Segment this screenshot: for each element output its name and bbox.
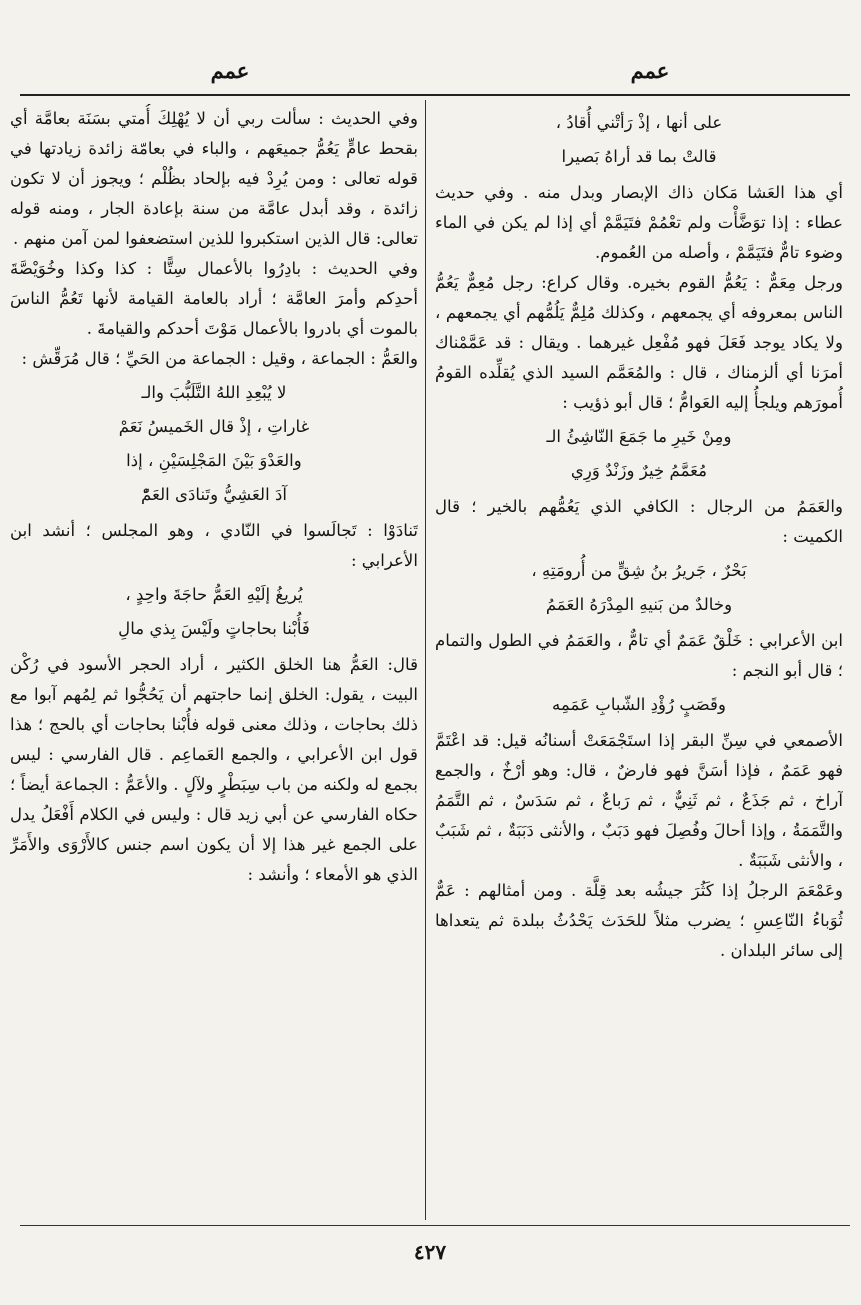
paragraph: تَنادَوْا : تَجالَسوا في النّادي ، وهو المجلس ؛ أنشد ابن الأعرابي : — [10, 521, 418, 570]
header-rule — [20, 94, 850, 96]
verse-block — [435, 420, 843, 488]
verse-line: وخالدٌ من بَنيهِ المِدْرَهُ العَمَمُ — [545, 595, 733, 614]
verse-block — [10, 376, 418, 512]
footer-rule — [20, 1225, 850, 1226]
paragraph: ابن الأعرابي : خَلْقٌ عَمَمٌ أي تامٌّ ، والعَمَمُ في الطول والتمام ؛ قال أبو النجم : — [435, 631, 843, 680]
paragraph: وفي الحديث : بادِرُوا بالأعمال سِتًّا : كذا وكذا وخُوَيْصَّةَ أحدِكم وأمرَ العامَّة ؛ أراد بالعامة القيامة لأنها تَعُمُّ الناسَ بالموت أي بادروا بالأعمال مَوْتَ أحدكم والقيامةَ . — [10, 259, 418, 338]
column-divider — [425, 100, 426, 1220]
verse-block — [435, 106, 843, 174]
right-column — [435, 104, 843, 1219]
running-head-left: عمم — [210, 58, 250, 83]
paragraph: أي هذا العَشا مَكان ذاك الإبصار وبدل منه . وفي حديث عطاء : إذا توَضَّأْت ولم تعْمُمْ فتَيَمَّمْ أي إذا لم يكن في الماء وضوء تامٌّ فتَيَمَّمْ ، وأصله من العُموم. — [435, 183, 843, 262]
paragraph: ورجل مِعَمٌّ : يَعُمُّ القوم بخيره. وقال كراع: رجل مُعِمٌّ يَعُمُّ الناس بمعروفه أي يجمعهم ، وكذلك مُلِمٌّ يَلُمُّهم أي يجمعهم ، ولا يكاد يوجد فَعَلَ فهو مُفْعِل غيرهما . ويقال : قد عَمَّمْناك أمرَنا أي ألزمناك ، قال : والمُعَمَّم السيد الذي يُقلِّده القومُ أُمورَهم ويلجأُ إليه العَوامُّ ؛ قال أبو ذؤيب : — [435, 273, 843, 412]
verse-line: قالتْ بما قد أراهُ بَصيرا — [561, 147, 717, 166]
verse-line: وقَصَبٍ رُؤْدِ الشّبابِ عَمَمِه — [551, 695, 726, 714]
verse-line: بَحْرٌ ، جَريرُ بنُ شِقٍّ من أُرومَتِهِ ، — [531, 561, 747, 580]
paragraph: وعَمْعَمَ الرجلُ إذا كَثُرَ جيشُه بعد قِلَّة . ومن أمثالهم : عَمٌّ ثُوَباءُ النّاعِسِ ؛ يضرب مثلاً للحَدَث يَحْدُثُ ببلدة ثم يتعداها إلى سائر البلدان . — [435, 881, 843, 960]
verse-line: والعَدْوَ بَيْنَ المَجْلِسَيْنِ ، إذا — [126, 451, 302, 470]
paragraph: وفي الحديث : سألت ربي أن لا يُهْلِكَ أُمتي بسَنَة بعامَّة أي بقحط عامٍّ يَعُمُّ جميعَهم ، والباء في بعامّة زائدة زيادتها في قوله تعالى : ومن يُرِدْ فيه بإلحاد بظُلْم ؛ ويجوز أن لا تكون زائدة ، وقد أبدل عامَّة من سنة بإعادة الجار ، ومنه قوله تعالى: قال الذين استكبروا للذين استضعفوا لمن آمن منهم . — [10, 109, 418, 248]
verse-line: على أنها ، إذْ رَأتْني أُقادُ ، — [555, 113, 723, 132]
paragraph: والعَمُّ : الجماعة ، وقيل : الجماعة من الحَيِّ ؛ قال مُرَقِّش : — [21, 349, 418, 368]
page-number: ٤٢٧ — [413, 1240, 447, 1264]
running-head-right: عمم — [630, 58, 670, 83]
paragraph: قال: العَمُّ هنا الخلق الكثير ، أراد الحجر الأسود في رُكْن البيت ، يقول: الخلق إنما حاجتهم أن يَحُجُّوا ثم لِمُهم آبوا مع ذلك بحاجات ، وذلك معنى قوله فأُبْنا بحاجات أي بالحج ؛ هذا قول ابن الأعرابي ، والجمع العَماعِم . قال الفارسي : ليس بجمع له ولكنه من باب سِبَطْرٍ ولآلٍ . والأعَمُّ : الجماعة أيضاً ؛ حكاه الفارسي عن أبي زيد قال : وليس في الكلام أَفْعَلُ يدل على الجمع غير هذا إلا أن يكون اسم جنس كالأَرْوَى والأَمَرِّ الذي هو الأمعاء ؛ وأنشد : — [10, 655, 418, 884]
left-column — [10, 104, 418, 1219]
verse-line: يُريغُ إلَيْهِ العَمُّ حاجَةَ واحِدٍ ، — [125, 585, 303, 604]
verse-line: لا يُبْعِدِ اللهُ التَّلَبُّبَ والـ — [141, 383, 287, 402]
verse-line: آدَ العَشِيُّ وتَنادَى العَمّْ — [141, 485, 287, 504]
paragraph: والعَمَمُ من الرجال : الكافي الذي يَعُمُّهم بالخير ؛ قال الكميت : — [435, 497, 843, 546]
verse-block — [10, 578, 418, 646]
verse-line: مُعَمَّمُ خِيرٌ وزَنْدٌ وَرِي — [570, 461, 708, 480]
verse-line: فَأُبْنا بحاجاتٍ ولَيْسَ بِذي مالِ — [118, 619, 310, 638]
verse-block — [435, 554, 843, 622]
verse-line: غاراتِ ، إذْ قال الخَميسُ نَعَمْ — [118, 417, 310, 436]
verse-line: ومِنْ خَيرِ ما جَمَعَ النّاشِئُ الـ — [546, 427, 732, 446]
verse-block — [435, 688, 843, 722]
paragraph: الأصمعي في سِنِّ البقر إذا استَجْمَعَتْ أسنانُه قيل: قد اعْتَمَّ فهو عَمَمٌ ، فإذا أسَنَّ فهو فارضٌ ، قال: وهو أرْخٌ ، والجمع آراخ ، ثم جَذَعٌ ، ثم ثَنِيٌّ ، ثم رَباعٌ ، ثم سَدَسٌ ، ثم التَّمَمُ والتَّمَمَةُ ، وإذا أحالَ وفُصِلَ فهو دَبَبٌ ، والأنثى دَبَبَةٌ ، ثم شَبَبٌ ، والأنثى شَبَبَةٌ . — [435, 731, 843, 870]
